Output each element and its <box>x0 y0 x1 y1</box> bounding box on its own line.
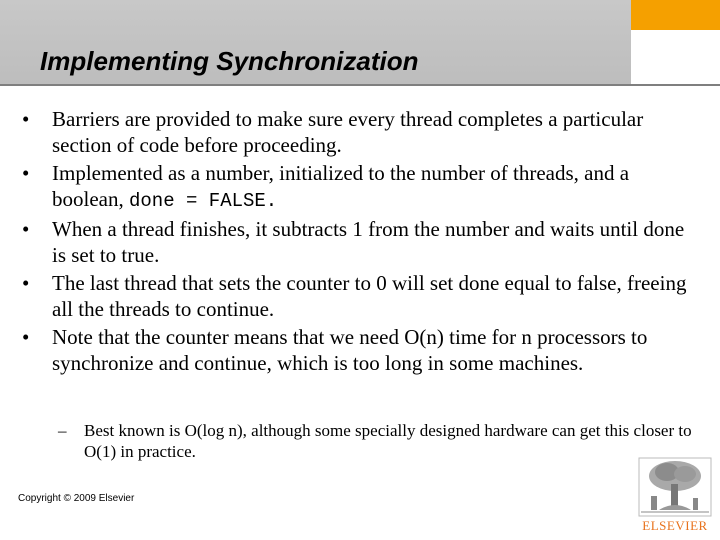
accent-block <box>631 0 720 30</box>
bullet-item <box>22 216 702 268</box>
bullet-marker: • <box>22 217 30 241</box>
bullet-text: Barriers are provided to make sure every thread completes a particular section of code before proceeding. <box>52 107 644 157</box>
sub-bullet-marker: – <box>58 421 67 440</box>
bullet-text: Note that the counter means that we need O(n) time for n processors to synchronize and continue, which is too long in some machines. <box>52 325 648 375</box>
sub-bullet-list <box>58 420 708 462</box>
bullet-list <box>22 106 702 378</box>
sub-bullet-text: Best known is O(log n), although some specially designed hardware can get this closer to O(1) in practice. <box>84 421 692 461</box>
bullet-marker: • <box>22 161 30 185</box>
bullet-marker: • <box>22 271 30 295</box>
title-divider <box>0 84 720 86</box>
bullet-marker: • <box>22 107 30 131</box>
logo-text: ELSEVIER <box>642 518 708 533</box>
bullet-text: The last thread that sets the counter to 0 will set done equal to false, freeing all the threads to continue. <box>52 271 687 321</box>
bullet-item <box>22 106 702 158</box>
bullet-text: Implemented as a number, initialized to the number of threads, and a boolean, <box>52 161 630 211</box>
bullet-item <box>22 160 702 214</box>
sub-bullet-item <box>58 420 708 462</box>
tree-icon <box>637 456 713 518</box>
slide-title: Implementing Synchronization <box>40 46 419 76</box>
elsevier-logo <box>637 456 713 536</box>
bullet-marker: • <box>22 325 30 349</box>
bullet-item <box>22 324 702 376</box>
copyright-notice: Copyright © 2009 Elsevier <box>18 493 135 504</box>
code-snippet: done = FALSE. <box>128 190 278 212</box>
bullet-item <box>22 270 702 322</box>
bullet-text: When a thread finishes, it subtracts 1 from the number and waits until done is set to true. <box>52 217 685 267</box>
